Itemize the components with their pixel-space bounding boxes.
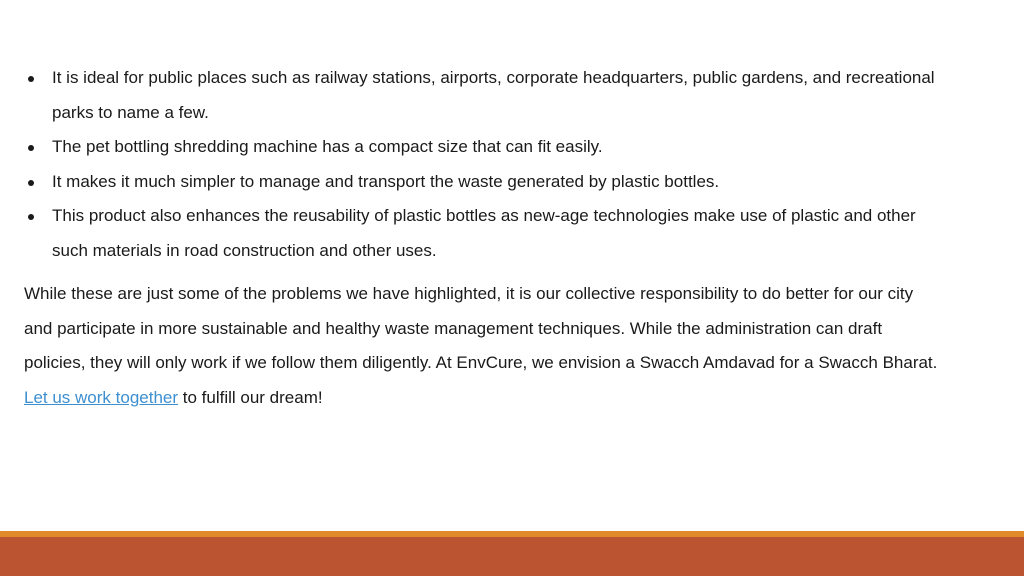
bullet-dot-icon <box>28 214 34 220</box>
bullet-list <box>24 61 954 268</box>
paragraph-text-end: to fulfill our dream! <box>178 387 323 407</box>
footer-bar <box>0 537 1024 576</box>
bullet-dot-icon <box>28 76 34 82</box>
paragraph-text: While these are just some of the problems we have highlighted, it is our collective responsibility to do better for our city and participate in more sustainable and healthy waste management techniques. While the administration can draft policies, they will only work if we follow them diligently. At EnvCure, we envision a Swacch Amdavad for a Swacch Bharat. <box>24 284 938 372</box>
closing-paragraph <box>24 277 944 415</box>
bullet-item <box>24 130 954 165</box>
bullet-dot-icon <box>28 145 34 151</box>
work-together-link[interactable]: Let us work together <box>24 387 179 407</box>
bullet-item <box>24 61 954 130</box>
bullet-text: This product also enhances the reusability of plastic bottles as new-age technologies make use of plastic and other such materials in road construction and other uses. <box>52 206 916 260</box>
bullet-text: The pet bottling shredding machine has a compact size that can fit easily. <box>52 137 603 156</box>
bullet-item <box>24 165 954 200</box>
bullet-item <box>24 199 954 268</box>
bullet-text: It makes it much simpler to manage and transport the waste generated by plastic bottles. <box>52 171 720 191</box>
bullet-dot-icon <box>28 180 34 186</box>
slide-content <box>24 61 954 415</box>
bullet-text: It is ideal for public places such as railway stations, airports, corporate headquarters, public gardens, and recreational parks to name a few. <box>52 68 935 122</box>
